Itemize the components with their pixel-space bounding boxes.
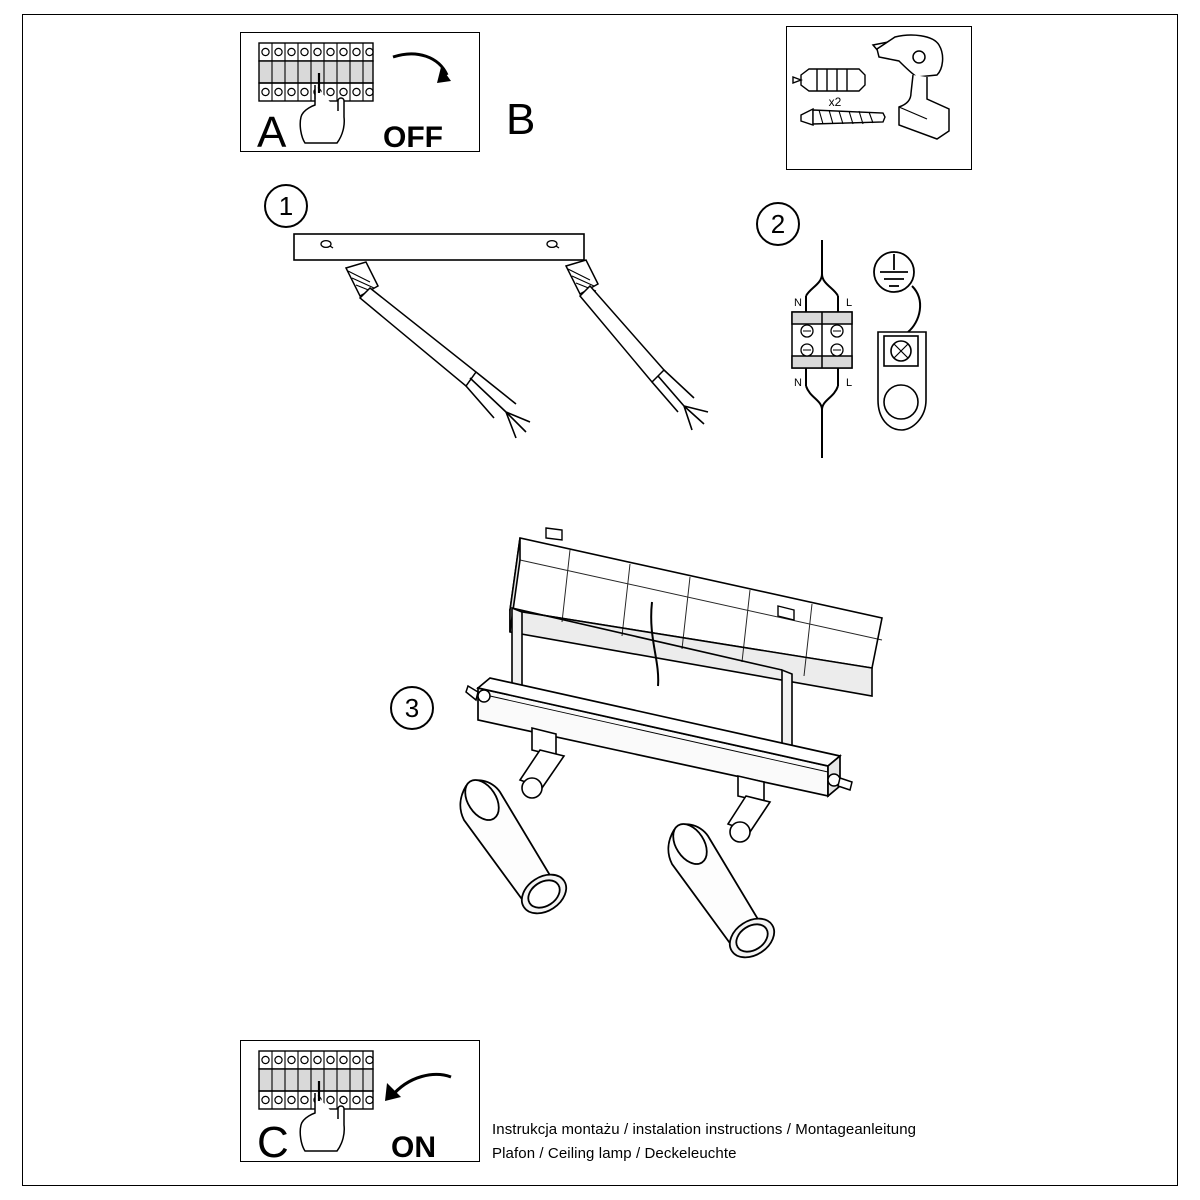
cordless-drill-icon bbox=[873, 35, 949, 139]
panel-b-parts bbox=[786, 26, 972, 170]
step-3-illustration bbox=[420, 520, 920, 1000]
step-2-number: 2 bbox=[770, 208, 786, 239]
panel-a-caption: OFF bbox=[383, 121, 443, 154]
panel-a bbox=[240, 32, 480, 157]
terminal-label-l-top: L bbox=[846, 297, 853, 309]
curved-arrow-down-icon bbox=[393, 54, 451, 83]
wall-plug-icon bbox=[793, 69, 865, 91]
curved-arrow-up-icon bbox=[385, 1074, 451, 1101]
terminal-label-l-bottom: L bbox=[846, 377, 853, 389]
step-3-number: 3 bbox=[404, 692, 420, 723]
terminal-label-n-bottom: N bbox=[794, 377, 802, 389]
screw-icon bbox=[801, 109, 885, 125]
panel-c-caption: ON bbox=[391, 1131, 436, 1164]
step-1-badge bbox=[264, 184, 308, 228]
panel-c bbox=[240, 1040, 480, 1167]
panel-c-letter: C bbox=[257, 1118, 289, 1167]
step-2-illustration bbox=[770, 240, 990, 490]
earth-ground-symbol bbox=[874, 252, 914, 292]
panel-b-letter: B bbox=[506, 95, 536, 144]
footer-line-1: Instrukcja montażu / instalation instructions / Montageanleitung bbox=[492, 1121, 917, 1138]
terminal-label-n-top: N bbox=[794, 297, 802, 309]
footer-line-2: Plafon / Ceiling lamp / Deckeleuchte bbox=[492, 1145, 737, 1162]
step-1-illustration bbox=[280, 226, 840, 476]
step-1-number: 1 bbox=[278, 190, 294, 221]
panel-a-letter: A bbox=[257, 108, 287, 157]
parts-quantity: x2 bbox=[828, 95, 842, 109]
